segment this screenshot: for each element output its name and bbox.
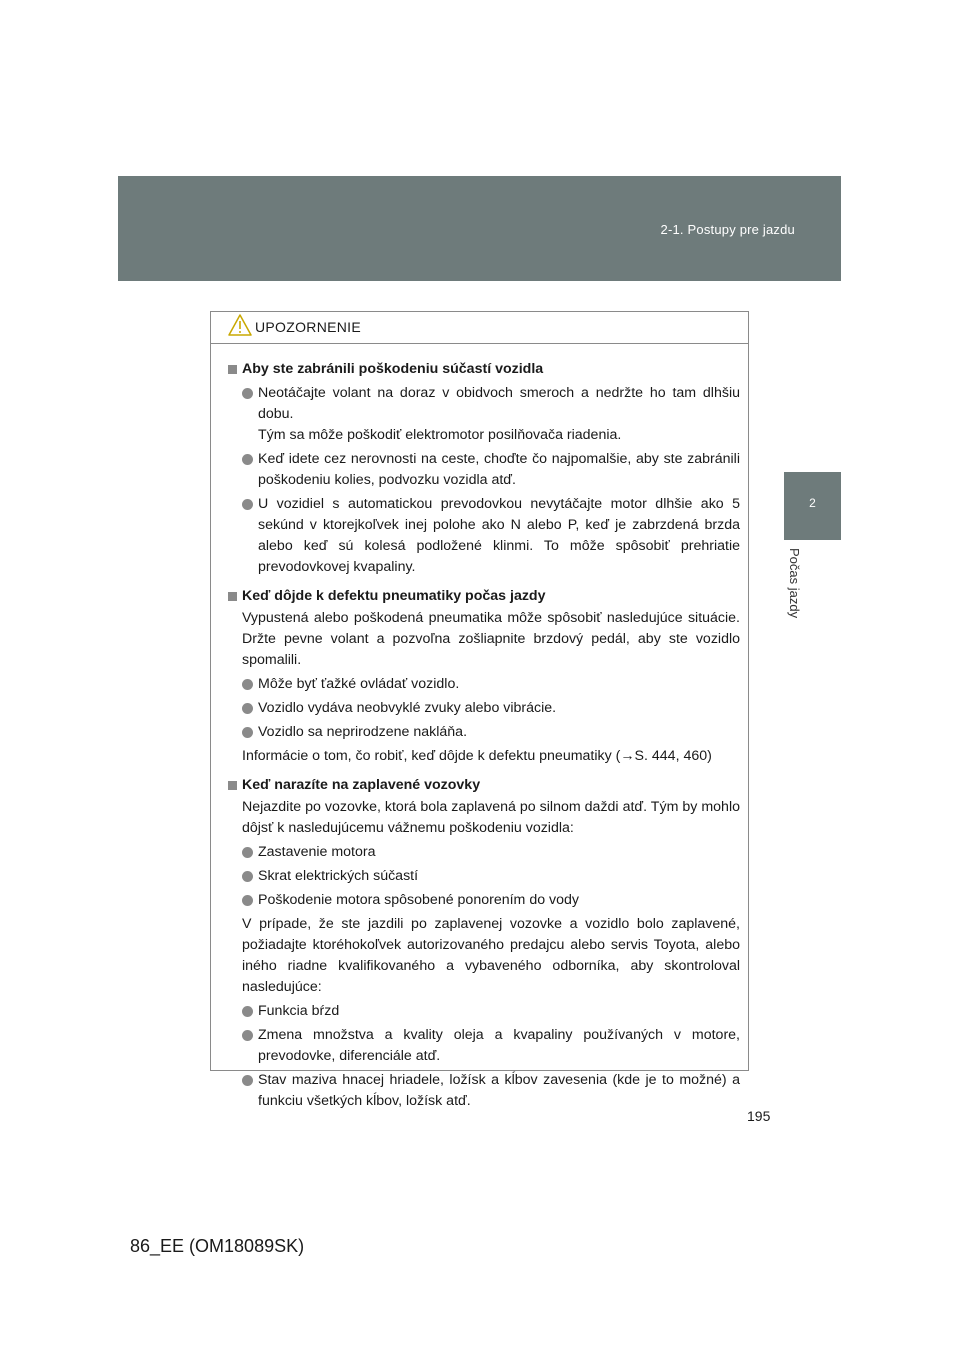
paragraph: Nejazdite po vozovke, ktorá bola zaplavená po silnom daždi atď. Tým by mohlo dôjsť k nasledujúcemu vážnemu poškodeniu vozidla: xyxy=(242,799,740,836)
section-title: 2-1. Postupy pre jazdu xyxy=(660,222,795,237)
list-item-text: Zmena množstva a kvality oleja a kvapaliny používaných v motore, prevodovke, diferenciále atď. xyxy=(258,1027,740,1064)
bullet-icon xyxy=(242,847,253,858)
page-number: 195 xyxy=(747,1108,771,1124)
list-item-text: U vozidiel s automatickou prevodovkou nevytáčajte motor dlhšie ako 5 sekúnd v ktorejkoľvek inej polohe ako N alebo P, keď je zabrzdená brzda alebo keď sú kolesá podložené klinmi. To môže spôsobiť prehriatie prevodovkovej kvapaliny. xyxy=(258,496,740,575)
list-item-text: Keď idete cez nerovnosti na ceste, choďte čo najpomalšie, aby ste zabránili poškodeniu kolies, podvozku vozidla atď. xyxy=(258,451,740,488)
list-item-text: Zastavenie motora xyxy=(258,844,376,860)
list-item xyxy=(228,890,740,911)
bullet-icon xyxy=(242,1006,253,1017)
section-heading: Keď narazíte na zaplavené vozovky xyxy=(228,775,740,796)
list-item-text: Stav maziva hnacej hriadele, ložísk a kĺbov zavesenia (kde je to možné) a funkciu všetkých kĺbov, ložísk atď. xyxy=(258,1072,740,1109)
warning-header xyxy=(211,312,748,344)
list-item-text: Môže byť ťažké ovládať vozidlo. xyxy=(258,676,460,692)
chapter-tab xyxy=(784,472,841,540)
list-item xyxy=(228,383,740,446)
bullet-icon xyxy=(242,871,253,882)
bullet-icon xyxy=(242,679,253,690)
list-item xyxy=(228,1025,740,1067)
bullet-icon xyxy=(242,499,253,510)
bullet-icon xyxy=(242,703,253,714)
bullet-icon xyxy=(242,895,253,906)
section-heading: Aby ste zabránili poškodeniu súčastí vozidla xyxy=(228,359,740,380)
warning-box xyxy=(210,311,749,1109)
list-item-text: Funkcia bŕzd xyxy=(258,1003,340,1019)
document-code: 86_EE (OM18089SK) xyxy=(130,1236,305,1256)
list-item xyxy=(228,674,740,695)
section-heading: Keď dôjde k defektu pneumatiky počas jazdy xyxy=(228,586,740,607)
warning-title: UPOZORNENIE xyxy=(255,319,361,335)
paragraph: V prípade, že ste jazdili po zaplavenej vozovke a vozidlo bolo zaplavené, požiadajte ktoréhokoľvek autorizovaného predajcu alebo servis Toyota, alebo iného riadne kvalifikovaného a vybaveného odborníka, aby skontroloval nasledujúce: xyxy=(242,916,740,995)
list-item xyxy=(228,449,740,491)
bullet-icon xyxy=(242,454,253,465)
bullet-icon xyxy=(242,1030,253,1041)
list-item xyxy=(228,1001,740,1022)
list-item-text: Vozidlo vydáva neobvyklé zvuky alebo vibrácie. xyxy=(258,700,557,716)
list-item xyxy=(228,1070,740,1112)
warning-body xyxy=(211,344,748,1112)
list-item-note: Tým sa môže poškodiť elektromotor posilňovača riadenia. xyxy=(258,427,622,443)
paragraph: Informácie o tom, čo robiť, keď dôjde k defektu pneumatiky (→S. 444, 460) xyxy=(242,748,712,764)
list-item xyxy=(228,722,740,743)
list-item xyxy=(228,698,740,719)
bullet-icon xyxy=(242,727,253,738)
paragraph: Vypustená alebo poškodená pneumatika môže spôsobiť nasledujúce situácie. Držte pevne volant a pozvoľna zošliapnite brzdový pedál, aby ste vozidlo spomalili. xyxy=(242,610,740,668)
header-band xyxy=(118,176,841,281)
list-item-text: Vozidlo sa neprirodzene nakláňa. xyxy=(258,724,468,740)
list-item xyxy=(228,494,740,578)
list-item xyxy=(228,842,740,863)
bullet-icon xyxy=(242,1075,253,1086)
list-item-text: Poškodenie motora spôsobené ponorením do vody xyxy=(258,892,580,908)
list-item xyxy=(228,866,740,887)
chapter-number: 2 xyxy=(809,496,816,510)
bullet-icon xyxy=(242,388,253,399)
chapter-label: Počas jazdy xyxy=(787,548,802,619)
list-item-text: Neotáčajte volant na doraz v obidvoch smeroch a nedržte ho tam dlhšiu dobu. xyxy=(258,385,740,422)
list-item-text: Skrat elektrických súčastí xyxy=(258,868,419,884)
warning-triangle-icon xyxy=(228,314,252,336)
